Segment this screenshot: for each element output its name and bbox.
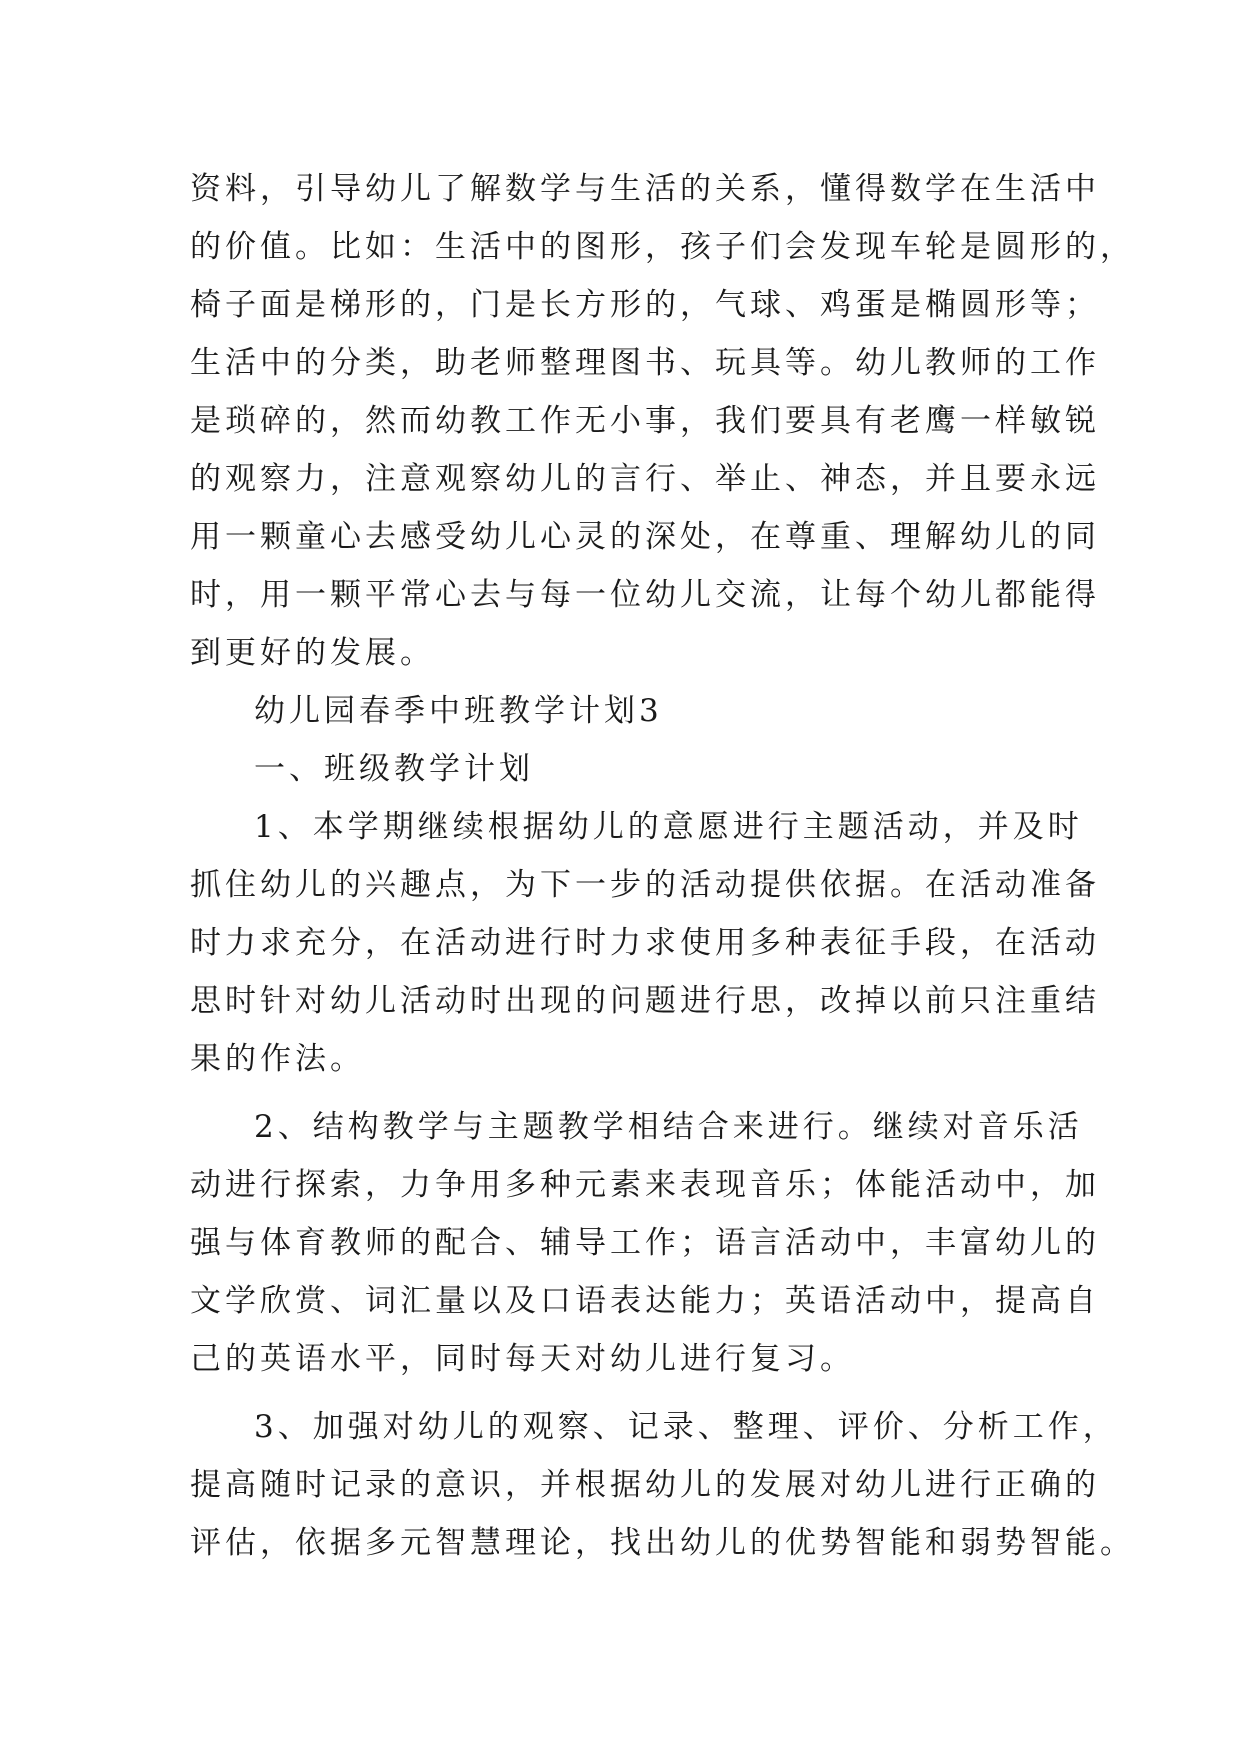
text-line: 3、加强对幼儿的观察、记录、整理、评价、分析工作， [254, 1409, 1118, 1445]
text-line: 己的英语水平，同时每天对幼儿进行复习。 [190, 1341, 855, 1377]
paragraph-spacer [190, 1388, 1060, 1398]
document-title: 幼儿园春季中班教学计划3 [254, 693, 663, 729]
text-line: 的价值。比如：生活中的图形，孩子们会发现车轮是圆形的， [190, 229, 1135, 265]
text-line: 果的作法。 [190, 1041, 365, 1077]
document-page [190, 160, 1135, 1572]
paragraph-item-3 [190, 1398, 1135, 1572]
text-line: 的观察力，注意观察幼儿的言行、举止、神态，并且要永远 [190, 461, 1100, 497]
section-heading: 一、班级教学计划 [254, 751, 534, 787]
paragraph-continuation [190, 160, 1135, 682]
paragraph-item-1 [190, 798, 1100, 1088]
text-line: 椅子面是梯形的，门是长方形的，气球、鸡蛋是椭圆形等； [190, 287, 1100, 323]
text-line: 到更好的发展。 [190, 635, 435, 671]
text-line: 文学欣赏、词汇量以及口语表达能力；英语活动中，提高自 [190, 1283, 1100, 1319]
text-line: 1、本学期继续根据幼儿的意愿进行主题活动，并及时 [254, 809, 1083, 845]
text-line: 时，用一颗平常心去与每一位幼儿交流，让每个幼儿都能得 [190, 577, 1100, 613]
text-line: 强与体育教师的配合、辅导工作；语言活动中，丰富幼儿的 [190, 1225, 1100, 1261]
text-line: 抓住幼儿的兴趣点，为下一步的活动提供依据。在活动准备 [190, 867, 1100, 903]
paragraph-item-2 [190, 1098, 1100, 1388]
text-line: 是琐碎的，然而幼教工作无小事，我们要具有老鹰一样敏锐 [190, 403, 1100, 439]
paragraph-spacer [190, 1088, 1060, 1098]
text-line: 提高随时记录的意识，并根据幼儿的发展对幼儿进行正确的 [190, 1467, 1100, 1503]
text-line: 时力求充分，在活动进行时力求使用多种表征手段，在活动 [190, 925, 1100, 961]
text-line: 资料，引导幼儿了解数学与生活的关系，懂得数学在生活中 [190, 171, 1100, 207]
text-line: 动进行探索，力争用多种元素来表现音乐；体能活动中，加 [190, 1167, 1100, 1203]
text-line: 评估，依据多元智慧理论，找出幼儿的优势智能和弱势智能。 [190, 1525, 1135, 1561]
text-line: 用一颗童心去感受幼儿心灵的深处，在尊重、理解幼儿的同 [190, 519, 1100, 555]
text-line: 生活中的分类，助老师整理图书、玩具等。幼儿教师的工作 [190, 345, 1100, 381]
text-line: 2、结构教学与主题教学相结合来进行。继续对音乐活 [254, 1109, 1083, 1145]
text-line: 思时针对幼儿活动时出现的问题进行思，改掉以前只注重结 [190, 983, 1100, 1019]
